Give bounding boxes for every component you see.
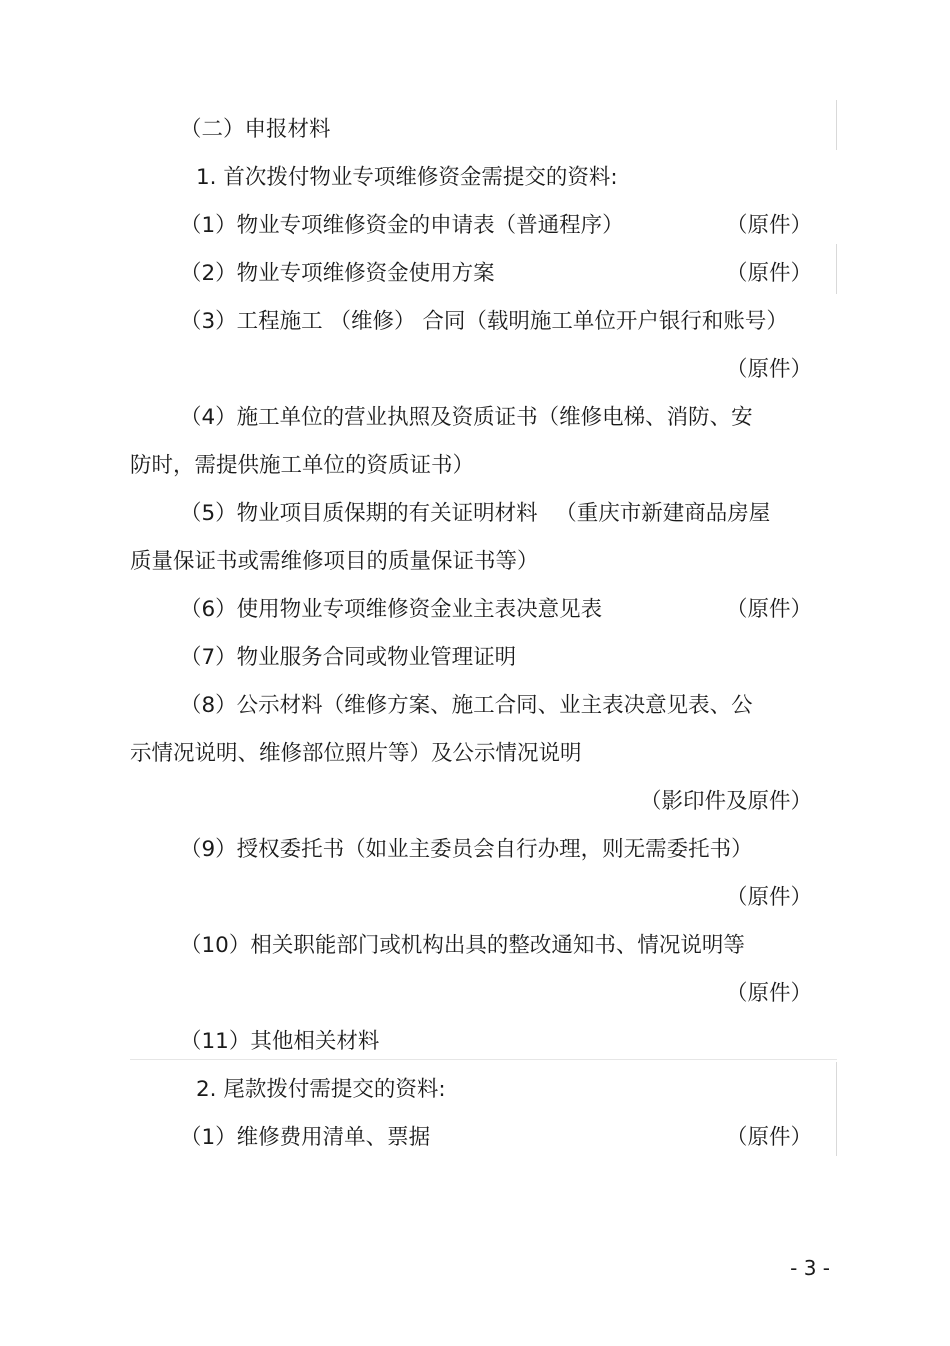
item-8-text-line1: （8）公示材料（维修方案、施工合同、业主表决意见表、公 bbox=[180, 693, 753, 718]
scan-rule-vertical-bottom bbox=[836, 1062, 837, 1156]
item-2-text: （2）物业专项维修资金使用方案 bbox=[180, 261, 495, 286]
item-5-text-line1: （5）物业项目质保期的有关证明材料 （重庆市新建商品房屋 bbox=[180, 501, 771, 526]
item-9-text: （9）授权委托书（如业主委员会自行办理，则无需委托书） bbox=[180, 837, 753, 862]
item-6-text: （6）使用物业专项维修资金业主表决意见表 bbox=[180, 597, 603, 622]
item-4-text-line2: 防时，需提供施工单位的资质证书） bbox=[130, 453, 475, 478]
item-3-text: （3）工程施工 （维修） 合同（载明施工单位开户银行和账号） bbox=[180, 309, 788, 334]
item-8-note: （影印件及原件） bbox=[639, 789, 812, 814]
scan-rule-vertical-top bbox=[836, 100, 837, 150]
page-number: - 3 - bbox=[790, 1256, 830, 1280]
item-8-text-line2: 示情况说明、维修部位照片等）及公示情况说明 bbox=[130, 741, 582, 766]
scan-rule-horizontal bbox=[130, 1059, 837, 1060]
item-11-text: （11）其他相关材料 bbox=[180, 1029, 380, 1054]
part1-heading: 1. 首次拨付物业专项维修资金需提交的资料: bbox=[196, 165, 618, 190]
item-6-note: （原件） bbox=[725, 597, 812, 622]
item-1-text: （1）物业专项维修资金的申请表（普通程序） bbox=[180, 213, 624, 238]
section-heading: （二）申报材料 bbox=[180, 117, 331, 142]
item-10-note: （原件） bbox=[725, 981, 812, 1006]
part2-item-1-note: （原件） bbox=[725, 1125, 812, 1150]
item-3-note: （原件） bbox=[725, 357, 812, 382]
part2-item-1-text: （1）维修费用清单、票据 bbox=[180, 1125, 431, 1150]
item-10-text: （10）相关职能部门或机构出具的整改通知书、情况说明等 bbox=[180, 933, 745, 958]
item-1-note: （原件） bbox=[725, 213, 812, 238]
item-4-text-line1: （4）施工单位的营业执照及资质证书（维修电梯、消防、安 bbox=[180, 405, 753, 430]
item-5-text-line2: 质量保证书或需维修项目的质量保证书等） bbox=[130, 549, 539, 574]
item-9-note: （原件） bbox=[725, 885, 812, 910]
scan-rule-vertical-middle bbox=[836, 244, 837, 294]
item-2-note: （原件） bbox=[725, 261, 812, 286]
part2-heading: 2. 尾款拨付需提交的资料: bbox=[196, 1077, 446, 1102]
item-7-text: （7）物业服务合同或物业管理证明 bbox=[180, 645, 517, 670]
